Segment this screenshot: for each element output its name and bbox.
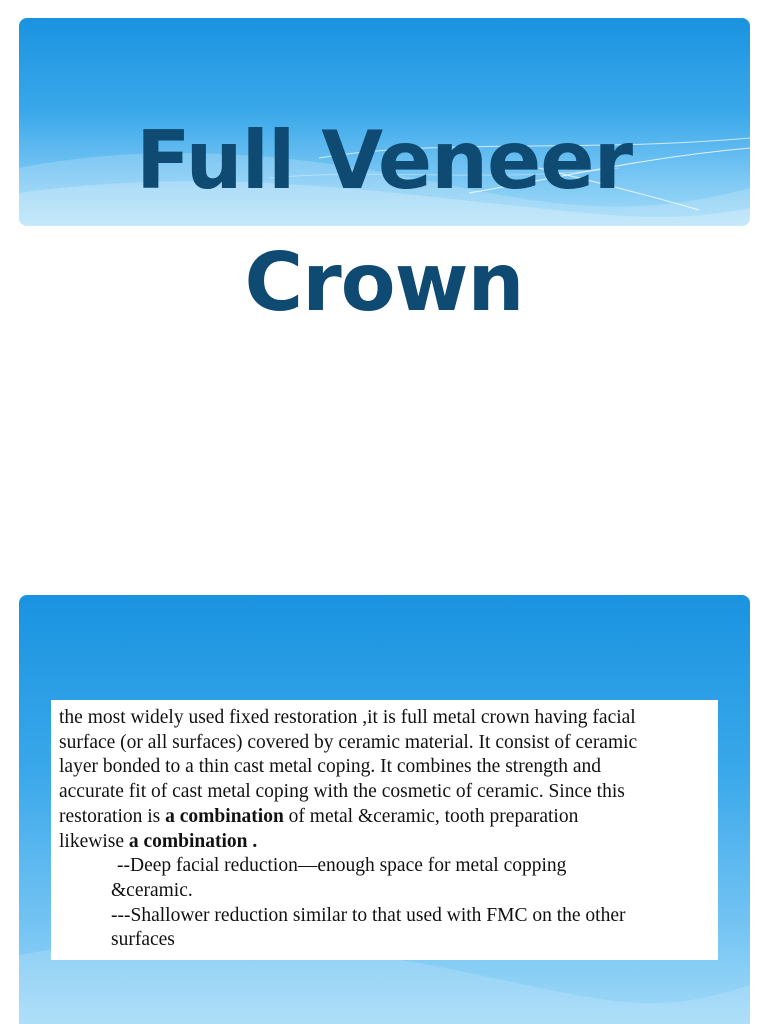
bold-emphasis: a combination bbox=[165, 805, 284, 827]
text-run: of metal &ceramic, tooth preparation bbox=[283, 805, 579, 827]
paragraph-line bbox=[59, 805, 710, 830]
bold-emphasis: a combination . bbox=[128, 830, 258, 852]
paragraph-line bbox=[59, 830, 710, 855]
bullet-line: ---Shallower reduction similar to that used with FMC on the other bbox=[111, 904, 626, 926]
content-slide bbox=[19, 595, 750, 1024]
bullet-line: --Deep facial reduction—enough space for metal copping bbox=[117, 855, 567, 877]
title-line-2: Crown bbox=[244, 236, 524, 329]
paragraph-line: layer bonded to a thin cast metal coping. It combines the strength and bbox=[59, 756, 602, 778]
paragraph-line: surface (or all surfaces) covered by ceramic material. It consist of ceramic bbox=[59, 731, 638, 753]
title-line-1: Full Veneer bbox=[135, 114, 633, 207]
bullet-continuation: &ceramic. bbox=[111, 879, 193, 901]
description-text-panel bbox=[51, 700, 718, 960]
bullet-continuation: surfaces bbox=[111, 929, 175, 951]
paragraph-line: accurate fit of cast metal coping with the cosmetic of ceramic. Since this bbox=[59, 781, 625, 803]
text-run: likewise bbox=[59, 830, 129, 852]
page-title bbox=[0, 100, 768, 344]
paragraph-line: the most widely used fixed restoration ,it is full metal crown having facial bbox=[59, 707, 636, 728]
text-run: restoration is bbox=[59, 805, 166, 827]
